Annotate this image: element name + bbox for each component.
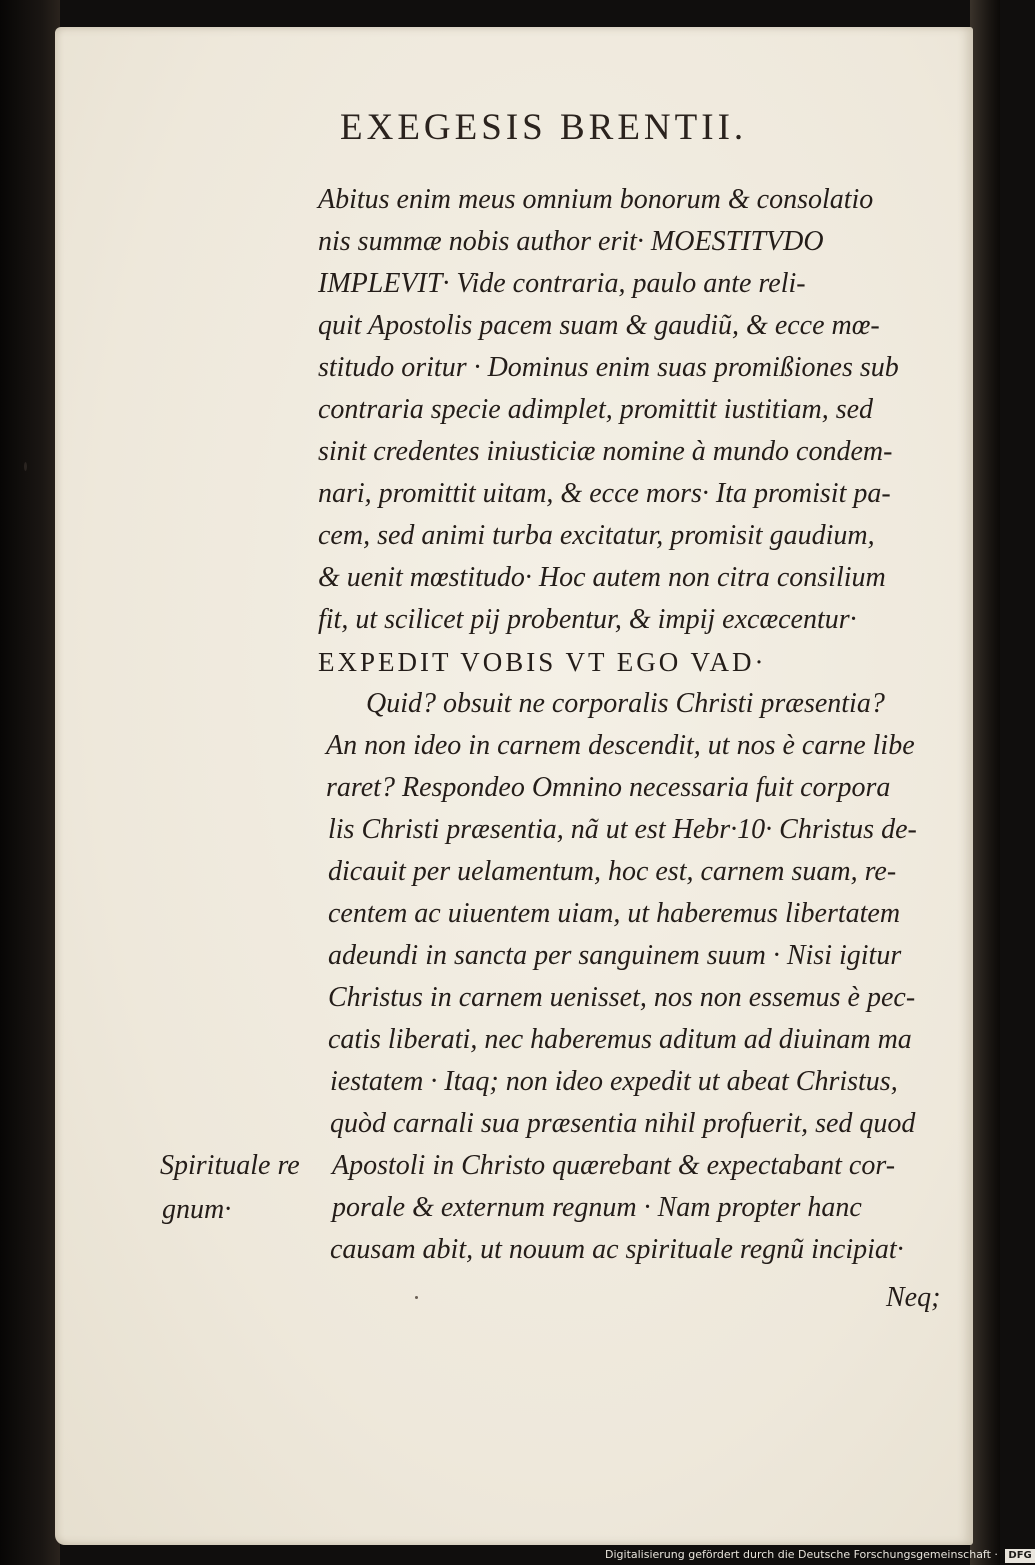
- body-line: adeundi in sancta per sanguinem suum · Nisi igitur: [328, 940, 902, 971]
- body-line: fit, ut scilicet pij probentur, & impij excæcentur·: [318, 604, 857, 635]
- body-line: lis Christi præsentia, nã ut est Hebr·10· Christus de-: [328, 814, 917, 845]
- body-line: An non ideo in carnem descendit, ut nos è carne libe: [326, 730, 915, 761]
- body-line: & uenit mœstitudo· Hoc autem non citra consilium: [318, 562, 886, 593]
- body-line: Quid? obsuit ne corporalis Christi præsentia?: [366, 688, 885, 719]
- body-line: cem, sed animi turba excitatur, promisit gaudium,: [318, 520, 875, 551]
- body-line: iestatem · Itaq; non ideo expedit ut abeat Christus,: [330, 1066, 898, 1097]
- dfg-logo: DFG: [1005, 1549, 1034, 1563]
- body-line: quòd carnali sua præsentia nihil profuerit, sed quod: [330, 1108, 916, 1139]
- body-text: [318, 180, 958, 1280]
- scan-background-right: [970, 0, 1000, 1565]
- body-line: sinit credentes iniusticiæ nomine à mundo condem-: [318, 436, 893, 467]
- section-heading: EXPEDIT VOBIS VT EGO VAD·: [318, 647, 767, 677]
- body-line: raret? Respondeo Omnino necessaria fuit corpora: [326, 772, 891, 803]
- ink-speck: [415, 1296, 418, 1299]
- body-line: dicauit per uelamentum, hoc est, carnem suam, re-: [328, 856, 897, 887]
- running-title: EXEGESIS BRENTII.: [340, 107, 748, 148]
- credit-text: Digitalisierung gefördert durch die Deutsche Forschungsgemeinschaft ·: [605, 1548, 998, 1561]
- body-line: quit Apostolis pacem suam & gaudiũ, & ecce mœ-: [318, 310, 880, 341]
- body-line: centem ac uiuentem uiam, ut haberemus libertatem: [328, 898, 901, 929]
- body-line: contraria specie adimplet, promittit iustitiam, sed: [318, 394, 874, 425]
- scan-background-left: [0, 0, 60, 1565]
- body-line: stitudo oritur · Dominus enim suas promißiones sub: [318, 352, 899, 383]
- body-line: nari, promittit uitam, & ecce mors· Ita promisit pa-: [318, 478, 891, 509]
- body-line: causam abit, ut nouum ac spirituale regnũ incipiat·: [330, 1234, 904, 1265]
- marginal-note-line-1: Spirituale re: [160, 1150, 300, 1181]
- catchword: Neq;: [886, 1282, 941, 1313]
- digitization-credit: [605, 1545, 1035, 1565]
- marginal-note-line-2: gnum·: [162, 1194, 232, 1225]
- body-line: IMPLEVIT· Vide contraria, paulo ante reli-: [318, 268, 806, 299]
- body-line: Apostoli in Christo quærebant & expectabant cor-: [332, 1150, 896, 1181]
- body-line: Abitus enim meus omnium bonorum & consolatio: [318, 184, 874, 215]
- body-line: Christus in carnem uenisset, nos non essemus è pec-: [328, 982, 916, 1013]
- ink-speck: [24, 462, 27, 471]
- body-line: catis liberati, nec haberemus aditum ad diuinam ma: [328, 1024, 912, 1055]
- body-line: nis summæ nobis author erit· MOESTITVDO: [318, 226, 824, 257]
- body-line: porale & externum regnum · Nam propter hanc: [332, 1192, 862, 1223]
